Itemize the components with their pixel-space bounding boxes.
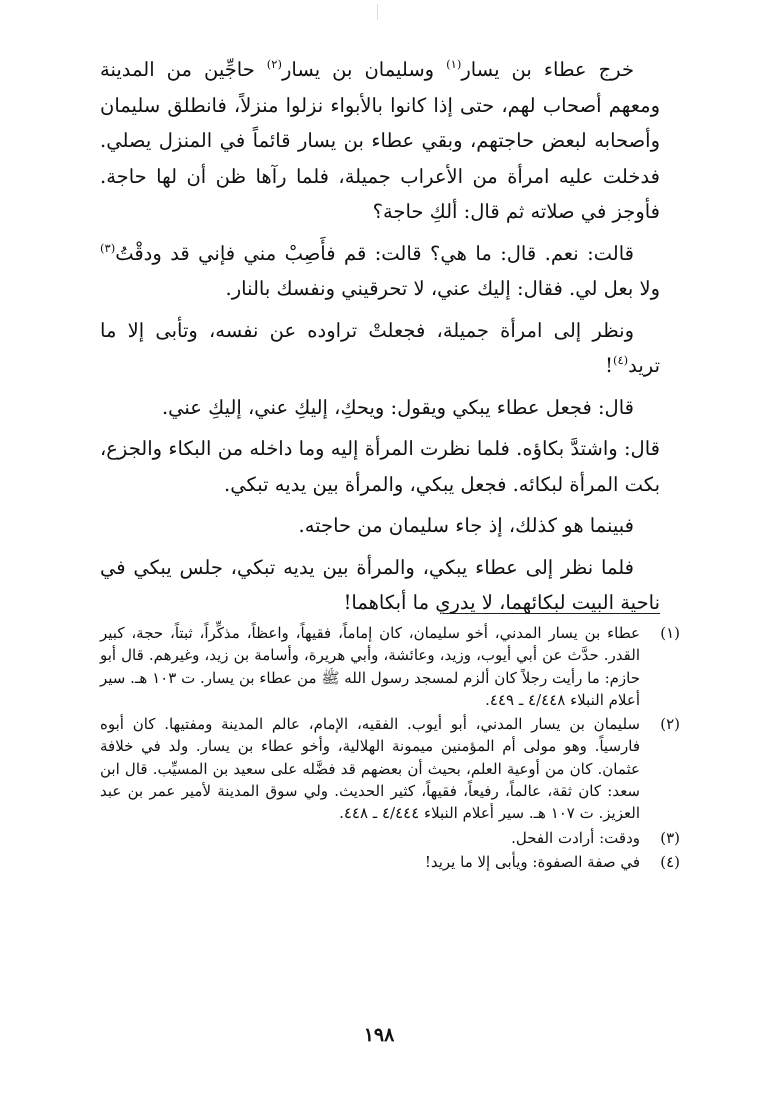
footnote-4 — [100, 851, 680, 873]
footnote-ref-2[interactable]: (٢) — [266, 57, 282, 71]
footnotes — [100, 622, 680, 875]
footnote-ref-4[interactable]: (٤) — [612, 353, 629, 367]
footnote-text: عطاء بن يسار المدني، أخو سليمان، كان إماماً، فقيهاً، واعظاً، مذكِّراً، ثبتاً، حجة، كبير القدر. حدَّث عن أبي أيوب، وزيد، وعائشة، وأبي هريرة، وأسامة بن زيد، وغيرهم. قال أبو حازم: ما رأيت رجلاً كان ألزم لمسجد رسول الله ﷺ من عطاء بن يسار. ت ١٠٣ هـ. سير أعلام النبلاء ٤/٤٤٨ ـ ٤٤٩. — [100, 624, 640, 709]
footnote-number: (٤) — [660, 852, 680, 871]
footnote-2 — [100, 713, 680, 824]
paragraph-1: خرج عطاء بن يسار$^{(١)}$ وسليمان بن يسار$^{(٢)}$ حاجِّين من المدينة ومعهم أصحاب لهم، حتى إذا كانوا بالأبواء نزلوا منزلاً، فانطلق سليمان وأصحابه لبعض حاجتهم، وبقي عطاء بن يسار قائماً في المنزل يصلي. فدخلت عليه امرأة من الأعراب جميلة، فلما رآها ظن أن لها حاجة. فأوجز في صلاته ثم قال: ألكِ حاجة؟ — [100, 57, 660, 223]
paragraph-7: فلما نظر إلى عطاء يبكي، والمرأة بين يديه تبكي، جلس يبكي في ناحية البيت لبكائهما، لا يدري ما أبكاهما! — [100, 555, 660, 614]
footnote-text: سليمان بن يسار المدني، أبو أيوب. الفقيه، الإمام، عالم المدينة ومفتيها. كان أبوه فارسياً. وهو مولى أم المؤمنين ميمونة الهلالية، وأخو عطاء بن يسار. ولد في خلافة عثمان. كان من أوعية العلم، بحيث أن بعضهم قد فضَّله على سعيد بن المسيِّب. قال ابن سعد: كان ثقة، عالماً، رفيعاً، فقيهاً، كثير الحديث. ولي سوق المدينة لأمير عمر بن عبد العزيز. ت ١٠٧ هـ. سير أعلام النبلاء ٤/٤٤٤ ـ ٤٤٨. — [100, 715, 640, 823]
footnote-ref-3[interactable]: (٣) — [100, 240, 116, 255]
footnote-number: (٢) — [660, 715, 680, 734]
paragraph-4: قال: فجعل عطاء يبكي ويقول: ويحكِ، إليكِ عني، إليكِ عني. — [161, 395, 634, 419]
footnote-1 — [100, 622, 680, 711]
page-crease — [377, 4, 378, 20]
page-number: ١٩٨ — [363, 1024, 395, 1046]
main-text — [100, 52, 660, 621]
paragraph-3: ونظر إلى امرأة جميلة، فجعلتْ تراوده عن نفسه، وتأبى إلا ما تريد$^{(٤)}$! — [100, 318, 660, 377]
footnote-ref-1[interactable]: (١) — [446, 57, 462, 71]
footnote-separator — [443, 613, 660, 614]
footnote-3 — [100, 827, 680, 849]
paragraph-6: فبينما هو كذلك، إذ جاء سليمان من حاجته. — [298, 514, 634, 537]
footnote-text: ودقت: أرادت الفحل. — [511, 828, 640, 847]
footnote-number: (١) — [660, 624, 680, 642]
paragraph-5: قال: واشتدَّ بكاؤه. فلما نظرت المرأة إليه وما داخله من البكاء والجزع، بكت المرأة لبكائه. فجعل يبكي، والمرأة بين يديه تبكي. — [100, 437, 660, 496]
paragraph-2: قالت: نعم. قال: ما هي؟ قالت: قم فأَصِبْ مني فإني قد ودقْتُ$^{(٣)}$ ولا بعل لي. فقال: إليك عني، لا تحرقيني ونفسك بالنار. — [100, 240, 660, 300]
footnote-number: (٣) — [660, 828, 680, 847]
footnote-text: في صفة الصفوة: ويأبى إلا ما يريد! — [424, 852, 640, 871]
